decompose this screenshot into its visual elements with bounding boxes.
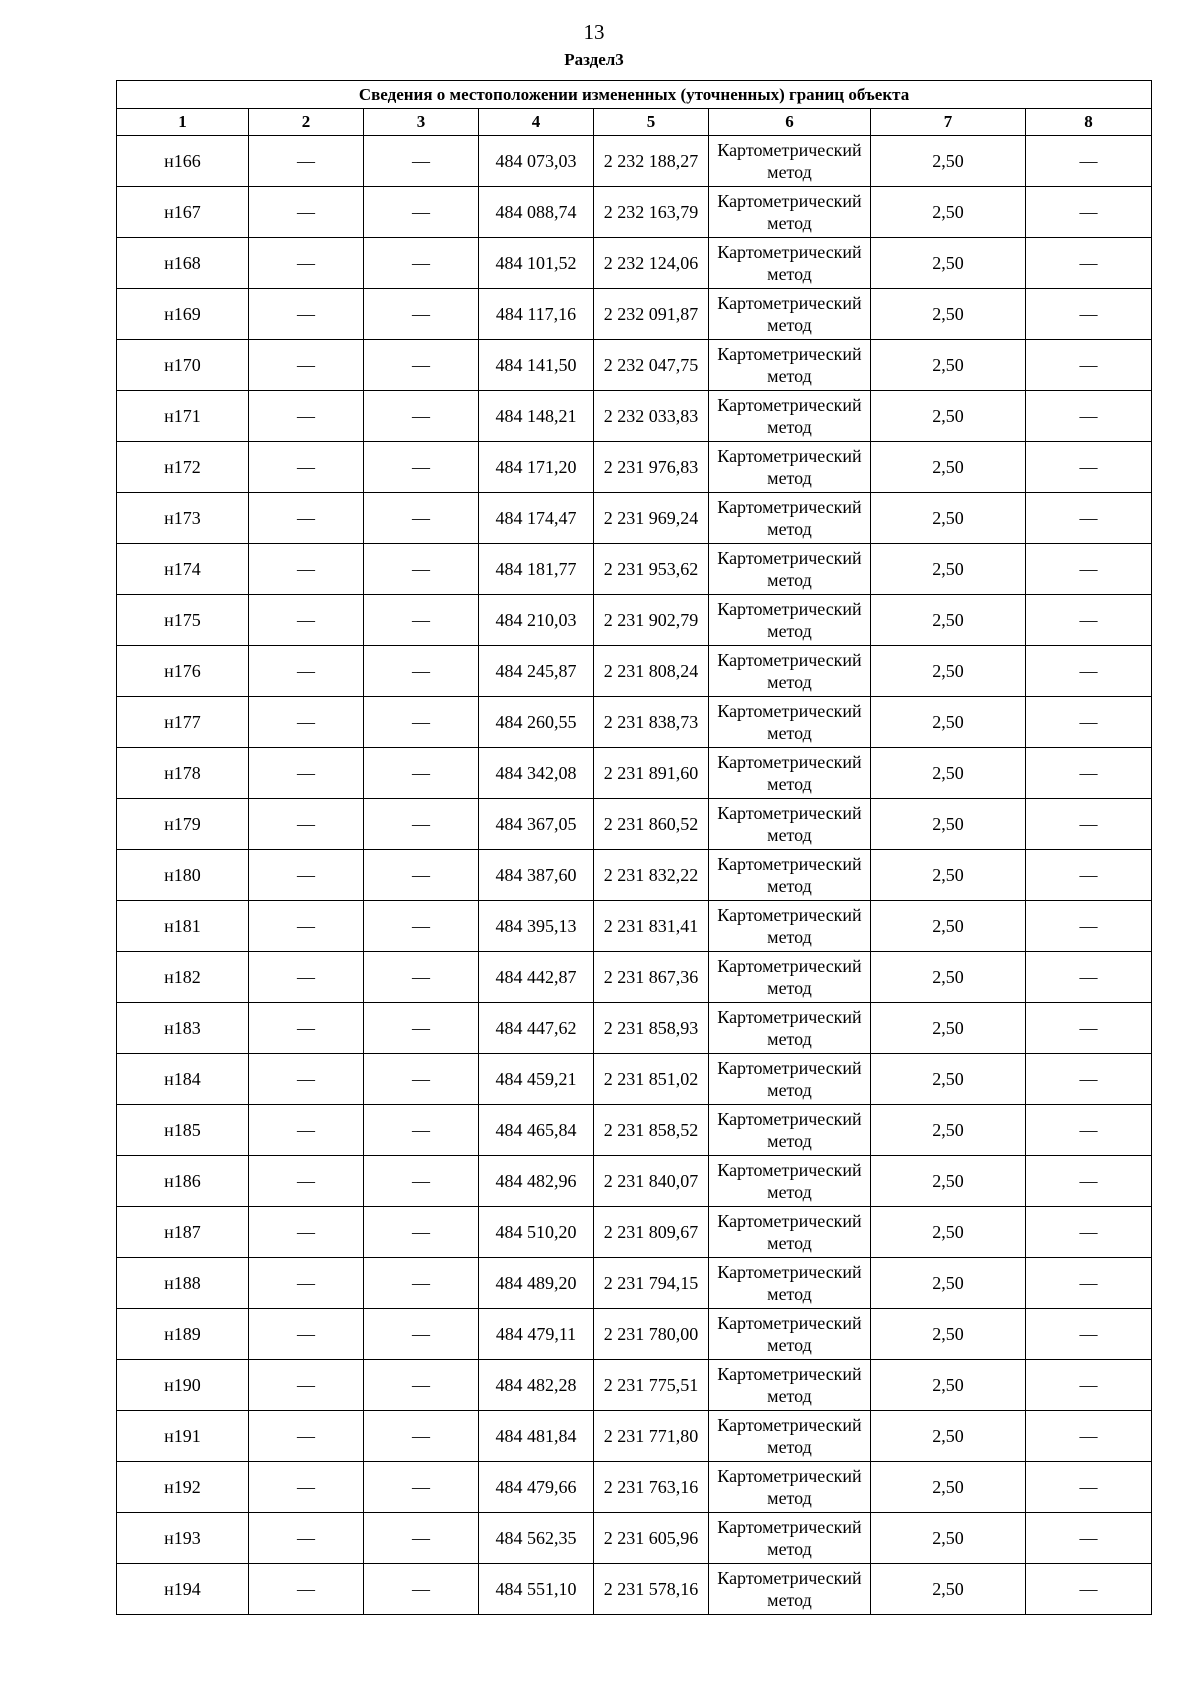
x-coordinate-cell: 484 447,62	[479, 1003, 594, 1054]
empty-value-cell: —	[364, 901, 479, 952]
table-row	[117, 646, 1152, 697]
point-name-cell: н169	[117, 289, 249, 340]
empty-value-cell: —	[249, 1513, 364, 1564]
accuracy-cell: 2,50	[871, 1564, 1026, 1615]
column-number: 2	[249, 109, 364, 136]
empty-value-cell: —	[249, 1105, 364, 1156]
point-name-cell: н186	[117, 1156, 249, 1207]
empty-value-cell: —	[1026, 136, 1152, 187]
accuracy-cell: 2,50	[871, 391, 1026, 442]
empty-value-cell: —	[1026, 1462, 1152, 1513]
empty-value-cell: —	[249, 340, 364, 391]
x-coordinate-cell: 484 562,35	[479, 1513, 594, 1564]
x-coordinate-cell: 484 551,10	[479, 1564, 594, 1615]
empty-value-cell: —	[1026, 1564, 1152, 1615]
method-cell: Картометрический метод	[709, 289, 871, 340]
y-coordinate-cell: 2 232 047,75	[594, 340, 709, 391]
point-name-cell: н175	[117, 595, 249, 646]
accuracy-cell: 2,50	[871, 238, 1026, 289]
empty-value-cell: —	[1026, 238, 1152, 289]
empty-value-cell: —	[364, 595, 479, 646]
method-cell: Картометрический метод	[709, 187, 871, 238]
point-name-cell: н177	[117, 697, 249, 748]
accuracy-cell: 2,50	[871, 850, 1026, 901]
empty-value-cell: —	[364, 1003, 479, 1054]
table-row	[117, 1207, 1152, 1258]
empty-value-cell: —	[249, 442, 364, 493]
empty-value-cell: —	[249, 1207, 364, 1258]
accuracy-cell: 2,50	[871, 952, 1026, 1003]
table-row	[117, 1462, 1152, 1513]
accuracy-cell: 2,50	[871, 442, 1026, 493]
accuracy-cell: 2,50	[871, 544, 1026, 595]
method-cell: Картометрический метод	[709, 1360, 871, 1411]
accuracy-cell: 2,50	[871, 799, 1026, 850]
empty-value-cell: —	[364, 646, 479, 697]
empty-value-cell: —	[364, 697, 479, 748]
table-row	[117, 493, 1152, 544]
y-coordinate-cell: 2 231 867,36	[594, 952, 709, 1003]
table-row	[117, 1309, 1152, 1360]
point-name-cell: н191	[117, 1411, 249, 1462]
x-coordinate-cell: 484 510,20	[479, 1207, 594, 1258]
accuracy-cell: 2,50	[871, 1462, 1026, 1513]
point-name-cell: н178	[117, 748, 249, 799]
empty-value-cell: —	[364, 1207, 479, 1258]
empty-value-cell: —	[249, 901, 364, 952]
method-cell: Картометрический метод	[709, 1054, 871, 1105]
table-row	[117, 1003, 1152, 1054]
y-coordinate-cell: 2 231 605,96	[594, 1513, 709, 1564]
y-coordinate-cell: 2 231 763,16	[594, 1462, 709, 1513]
method-cell: Картометрический метод	[709, 1462, 871, 1513]
empty-value-cell: —	[1026, 595, 1152, 646]
column-number: 4	[479, 109, 594, 136]
table-row	[117, 340, 1152, 391]
accuracy-cell: 2,50	[871, 1258, 1026, 1309]
method-cell: Картометрический метод	[709, 1564, 871, 1615]
accuracy-cell: 2,50	[871, 1054, 1026, 1105]
empty-value-cell: —	[1026, 1156, 1152, 1207]
accuracy-cell: 2,50	[871, 289, 1026, 340]
point-name-cell: н185	[117, 1105, 249, 1156]
table-row	[117, 136, 1152, 187]
empty-value-cell: —	[249, 1156, 364, 1207]
accuracy-cell: 2,50	[871, 1360, 1026, 1411]
accuracy-cell: 2,50	[871, 595, 1026, 646]
x-coordinate-cell: 484 101,52	[479, 238, 594, 289]
empty-value-cell: —	[364, 1156, 479, 1207]
y-coordinate-cell: 2 231 838,73	[594, 697, 709, 748]
point-name-cell: н193	[117, 1513, 249, 1564]
accuracy-cell: 2,50	[871, 493, 1026, 544]
section-title: Раздел3	[564, 50, 624, 69]
x-coordinate-cell: 484 117,16	[479, 289, 594, 340]
x-coordinate-cell: 484 245,87	[479, 646, 594, 697]
point-name-cell: н170	[117, 340, 249, 391]
point-name-cell: н194	[117, 1564, 249, 1615]
empty-value-cell: —	[364, 340, 479, 391]
point-name-cell: н187	[117, 1207, 249, 1258]
table-row	[117, 442, 1152, 493]
table-row	[117, 1564, 1152, 1615]
empty-value-cell: —	[1026, 952, 1152, 1003]
empty-value-cell: —	[364, 1105, 479, 1156]
accuracy-cell: 2,50	[871, 1156, 1026, 1207]
accuracy-cell: 2,50	[871, 748, 1026, 799]
y-coordinate-cell: 2 231 891,60	[594, 748, 709, 799]
table-row	[117, 289, 1152, 340]
boundary-coordinates-table	[116, 80, 1152, 1615]
x-coordinate-cell: 484 465,84	[479, 1105, 594, 1156]
x-coordinate-cell: 484 489,20	[479, 1258, 594, 1309]
x-coordinate-cell: 484 442,87	[479, 952, 594, 1003]
x-coordinate-cell: 484 395,13	[479, 901, 594, 952]
point-name-cell: н180	[117, 850, 249, 901]
y-coordinate-cell: 2 231 953,62	[594, 544, 709, 595]
table-row	[117, 595, 1152, 646]
point-name-cell: н183	[117, 1003, 249, 1054]
y-coordinate-cell: 2 232 163,79	[594, 187, 709, 238]
method-cell: Картометрический метод	[709, 1411, 871, 1462]
table-body	[117, 136, 1152, 1615]
empty-value-cell: —	[364, 1411, 479, 1462]
table-row	[117, 952, 1152, 1003]
method-cell: Картометрический метод	[709, 1207, 871, 1258]
y-coordinate-cell: 2 231 780,00	[594, 1309, 709, 1360]
empty-value-cell: —	[364, 952, 479, 1003]
empty-value-cell: —	[364, 1462, 479, 1513]
empty-value-cell: —	[249, 1003, 364, 1054]
y-coordinate-cell: 2 232 124,06	[594, 238, 709, 289]
empty-value-cell: —	[249, 1462, 364, 1513]
accuracy-cell: 2,50	[871, 646, 1026, 697]
x-coordinate-cell: 484 479,11	[479, 1309, 594, 1360]
table-caption: Сведения о местоположении измененных (уточненных) границ объекта	[117, 81, 1152, 109]
x-coordinate-cell: 484 342,08	[479, 748, 594, 799]
x-coordinate-cell: 484 181,77	[479, 544, 594, 595]
table-row	[117, 901, 1152, 952]
x-coordinate-cell: 484 481,84	[479, 1411, 594, 1462]
empty-value-cell: —	[364, 442, 479, 493]
empty-value-cell: —	[249, 1309, 364, 1360]
y-coordinate-cell: 2 231 771,80	[594, 1411, 709, 1462]
table-row	[117, 544, 1152, 595]
point-name-cell: н189	[117, 1309, 249, 1360]
y-coordinate-cell: 2 231 831,41	[594, 901, 709, 952]
empty-value-cell: —	[364, 1309, 479, 1360]
method-cell: Картометрический метод	[709, 1513, 871, 1564]
empty-value-cell: —	[1026, 850, 1152, 901]
table-row	[117, 1411, 1152, 1462]
empty-value-cell: —	[364, 1360, 479, 1411]
empty-value-cell: —	[249, 493, 364, 544]
empty-value-cell: —	[249, 544, 364, 595]
empty-value-cell: —	[249, 850, 364, 901]
accuracy-cell: 2,50	[871, 1207, 1026, 1258]
accuracy-cell: 2,50	[871, 697, 1026, 748]
empty-value-cell: —	[1026, 697, 1152, 748]
method-cell: Картометрический метод	[709, 136, 871, 187]
x-coordinate-cell: 484 387,60	[479, 850, 594, 901]
empty-value-cell: —	[249, 952, 364, 1003]
point-name-cell: н179	[117, 799, 249, 850]
accuracy-cell: 2,50	[871, 1003, 1026, 1054]
point-name-cell: н184	[117, 1054, 249, 1105]
table-row	[117, 1360, 1152, 1411]
y-coordinate-cell: 2 231 860,52	[594, 799, 709, 850]
y-coordinate-cell: 2 232 188,27	[594, 136, 709, 187]
point-name-cell: н166	[117, 136, 249, 187]
method-cell: Картометрический метод	[709, 1309, 871, 1360]
table-row	[117, 391, 1152, 442]
point-name-cell: н167	[117, 187, 249, 238]
table-row	[117, 1054, 1152, 1105]
empty-value-cell: —	[364, 391, 479, 442]
accuracy-cell: 2,50	[871, 1105, 1026, 1156]
point-name-cell: н192	[117, 1462, 249, 1513]
empty-value-cell: —	[249, 391, 364, 442]
empty-value-cell: —	[364, 238, 479, 289]
empty-value-cell: —	[1026, 493, 1152, 544]
empty-value-cell: —	[1026, 1258, 1152, 1309]
method-cell: Картометрический метод	[709, 442, 871, 493]
empty-value-cell: —	[249, 799, 364, 850]
y-coordinate-cell: 2 231 578,16	[594, 1564, 709, 1615]
empty-value-cell: —	[1026, 799, 1152, 850]
empty-value-cell: —	[364, 544, 479, 595]
table-row	[117, 697, 1152, 748]
accuracy-cell: 2,50	[871, 901, 1026, 952]
empty-value-cell: —	[249, 697, 364, 748]
empty-value-cell: —	[1026, 748, 1152, 799]
column-number: 1	[117, 109, 249, 136]
accuracy-cell: 2,50	[871, 187, 1026, 238]
empty-value-cell: —	[249, 1411, 364, 1462]
empty-value-cell: —	[1026, 1207, 1152, 1258]
empty-value-cell: —	[1026, 544, 1152, 595]
empty-value-cell: —	[1026, 1003, 1152, 1054]
y-coordinate-cell: 2 231 808,24	[594, 646, 709, 697]
table-row	[117, 748, 1152, 799]
empty-value-cell: —	[364, 1513, 479, 1564]
x-coordinate-cell: 484 459,21	[479, 1054, 594, 1105]
table-row	[117, 1513, 1152, 1564]
empty-value-cell: —	[249, 1564, 364, 1615]
point-name-cell: н176	[117, 646, 249, 697]
table-row	[117, 1105, 1152, 1156]
y-coordinate-cell: 2 231 840,07	[594, 1156, 709, 1207]
column-number: 7	[871, 109, 1026, 136]
point-name-cell: н174	[117, 544, 249, 595]
empty-value-cell: —	[249, 595, 364, 646]
empty-value-cell: —	[249, 646, 364, 697]
x-coordinate-cell: 484 482,28	[479, 1360, 594, 1411]
empty-value-cell: —	[249, 1054, 364, 1105]
empty-value-cell: —	[1026, 901, 1152, 952]
table-row	[117, 1258, 1152, 1309]
accuracy-cell: 2,50	[871, 136, 1026, 187]
empty-value-cell: —	[1026, 1054, 1152, 1105]
x-coordinate-cell: 484 148,21	[479, 391, 594, 442]
x-coordinate-cell: 484 210,03	[479, 595, 594, 646]
empty-value-cell: —	[1026, 289, 1152, 340]
x-coordinate-cell: 484 479,66	[479, 1462, 594, 1513]
empty-value-cell: —	[249, 748, 364, 799]
table-row	[117, 238, 1152, 289]
accuracy-cell: 2,50	[871, 340, 1026, 391]
empty-value-cell: —	[249, 136, 364, 187]
method-cell: Картометрический метод	[709, 391, 871, 442]
x-coordinate-cell: 484 482,96	[479, 1156, 594, 1207]
point-name-cell: н188	[117, 1258, 249, 1309]
y-coordinate-cell: 2 231 976,83	[594, 442, 709, 493]
page-number: 13	[583, 20, 605, 44]
y-coordinate-cell: 2 231 902,79	[594, 595, 709, 646]
y-coordinate-cell: 2 231 969,24	[594, 493, 709, 544]
empty-value-cell: —	[249, 187, 364, 238]
method-cell: Картометрический метод	[709, 646, 871, 697]
x-coordinate-cell: 484 260,55	[479, 697, 594, 748]
method-cell: Картометрический метод	[709, 1156, 871, 1207]
column-number: 3	[364, 109, 479, 136]
point-name-cell: н190	[117, 1360, 249, 1411]
method-cell: Картометрический метод	[709, 493, 871, 544]
method-cell: Картометрический метод	[709, 799, 871, 850]
accuracy-cell: 2,50	[871, 1513, 1026, 1564]
x-coordinate-cell: 484 073,03	[479, 136, 594, 187]
x-coordinate-cell: 484 141,50	[479, 340, 594, 391]
method-cell: Картометрический метод	[709, 1003, 871, 1054]
empty-value-cell: —	[364, 799, 479, 850]
y-coordinate-cell: 2 231 794,15	[594, 1258, 709, 1309]
y-coordinate-cell: 2 232 033,83	[594, 391, 709, 442]
method-cell: Картометрический метод	[709, 697, 871, 748]
empty-value-cell: —	[364, 1054, 479, 1105]
y-coordinate-cell: 2 231 858,52	[594, 1105, 709, 1156]
empty-value-cell: —	[1026, 1309, 1152, 1360]
empty-value-cell: —	[249, 238, 364, 289]
empty-value-cell: —	[364, 1564, 479, 1615]
x-coordinate-cell: 484 088,74	[479, 187, 594, 238]
empty-value-cell: —	[1026, 340, 1152, 391]
x-coordinate-cell: 484 367,05	[479, 799, 594, 850]
method-cell: Картометрический метод	[709, 748, 871, 799]
column-number: 6	[709, 109, 871, 136]
point-name-cell: н173	[117, 493, 249, 544]
point-name-cell: н171	[117, 391, 249, 442]
y-coordinate-cell: 2 231 775,51	[594, 1360, 709, 1411]
empty-value-cell: —	[1026, 442, 1152, 493]
method-cell: Картометрический метод	[709, 901, 871, 952]
method-cell: Картометрический метод	[709, 595, 871, 646]
empty-value-cell: —	[1026, 1360, 1152, 1411]
table-row	[117, 799, 1152, 850]
empty-value-cell: —	[364, 289, 479, 340]
table-row	[117, 187, 1152, 238]
method-cell: Картометрический метод	[709, 1258, 871, 1309]
y-coordinate-cell: 2 231 858,93	[594, 1003, 709, 1054]
empty-value-cell: —	[249, 1360, 364, 1411]
empty-value-cell: —	[1026, 1513, 1152, 1564]
y-coordinate-cell: 2 231 809,67	[594, 1207, 709, 1258]
method-cell: Картометрический метод	[709, 850, 871, 901]
empty-value-cell: —	[1026, 391, 1152, 442]
method-cell: Картометрический метод	[709, 238, 871, 289]
method-cell: Картометрический метод	[709, 544, 871, 595]
empty-value-cell: —	[1026, 1105, 1152, 1156]
empty-value-cell: —	[364, 136, 479, 187]
table-row	[117, 850, 1152, 901]
empty-value-cell: —	[1026, 646, 1152, 697]
y-coordinate-cell: 2 232 091,87	[594, 289, 709, 340]
point-name-cell: н168	[117, 238, 249, 289]
point-name-cell: н182	[117, 952, 249, 1003]
empty-value-cell: —	[364, 187, 479, 238]
table-row	[117, 1156, 1152, 1207]
method-cell: Картометрический метод	[709, 1105, 871, 1156]
accuracy-cell: 2,50	[871, 1309, 1026, 1360]
point-name-cell: н181	[117, 901, 249, 952]
column-number: 8	[1026, 109, 1152, 136]
x-coordinate-cell: 484 171,20	[479, 442, 594, 493]
empty-value-cell: —	[1026, 1411, 1152, 1462]
point-name-cell: н172	[117, 442, 249, 493]
empty-value-cell: —	[364, 850, 479, 901]
y-coordinate-cell: 2 231 851,02	[594, 1054, 709, 1105]
empty-value-cell: —	[364, 493, 479, 544]
method-cell: Картометрический метод	[709, 340, 871, 391]
x-coordinate-cell: 484 174,47	[479, 493, 594, 544]
empty-value-cell: —	[249, 1258, 364, 1309]
y-coordinate-cell: 2 231 832,22	[594, 850, 709, 901]
empty-value-cell: —	[364, 748, 479, 799]
empty-value-cell: —	[1026, 187, 1152, 238]
accuracy-cell: 2,50	[871, 1411, 1026, 1462]
method-cell: Картометрический метод	[709, 952, 871, 1003]
column-number: 5	[594, 109, 709, 136]
empty-value-cell: —	[249, 289, 364, 340]
empty-value-cell: —	[364, 1258, 479, 1309]
